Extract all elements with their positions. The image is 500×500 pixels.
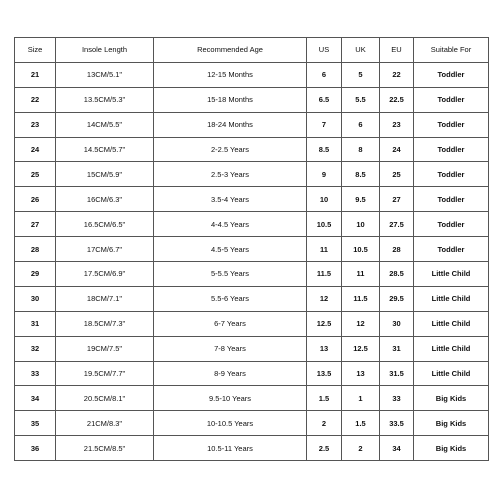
cell-us: 13.5 — [307, 361, 342, 386]
header-uk: UK — [342, 38, 380, 63]
cell-us: 11.5 — [307, 262, 342, 287]
cell-eu: 25 — [380, 162, 414, 187]
cell-us: 12 — [307, 286, 342, 311]
cell-uk: 6 — [342, 112, 380, 137]
cell-insole-length: 15CM/5.9" — [56, 162, 154, 187]
cell-suitable-for: Toddler — [414, 137, 489, 162]
cell-suitable-for: Little Child — [414, 361, 489, 386]
cell-uk: 11 — [342, 262, 380, 287]
cell-eu: 23 — [380, 112, 414, 137]
cell-insole-length: 20.5CM/8.1" — [56, 386, 154, 411]
cell-eu: 27.5 — [380, 212, 414, 237]
table-row — [15, 87, 489, 112]
cell-uk: 1 — [342, 386, 380, 411]
cell-insole-length: 17CM/6.7" — [56, 237, 154, 262]
table-row — [15, 262, 489, 287]
cell-insole-length: 14CM/5.5" — [56, 112, 154, 137]
table-body — [15, 62, 489, 460]
size-chart-table — [14, 37, 489, 461]
cell-insole-length: 14.5CM/5.7" — [56, 137, 154, 162]
cell-size: 32 — [15, 336, 56, 361]
cell-eu: 31.5 — [380, 361, 414, 386]
cell-us: 6.5 — [307, 87, 342, 112]
cell-recommended-age: 2.5-3 Years — [154, 162, 307, 187]
table-row — [15, 137, 489, 162]
table-row — [15, 112, 489, 137]
cell-size: 31 — [15, 311, 56, 336]
table-row — [15, 311, 489, 336]
cell-us: 8.5 — [307, 137, 342, 162]
cell-recommended-age: 4-4.5 Years — [154, 212, 307, 237]
cell-size: 23 — [15, 112, 56, 137]
cell-uk: 10 — [342, 212, 380, 237]
cell-uk: 10.5 — [342, 237, 380, 262]
cell-uk: 8 — [342, 137, 380, 162]
cell-suitable-for: Toddler — [414, 212, 489, 237]
cell-size: 36 — [15, 436, 56, 461]
cell-us: 2 — [307, 411, 342, 436]
cell-uk: 5.5 — [342, 87, 380, 112]
cell-size: 25 — [15, 162, 56, 187]
cell-insole-length: 13.5CM/5.3" — [56, 87, 154, 112]
cell-us: 10.5 — [307, 212, 342, 237]
cell-size: 29 — [15, 262, 56, 287]
cell-uk: 2 — [342, 436, 380, 461]
cell-us: 9 — [307, 162, 342, 187]
cell-suitable-for: Little Child — [414, 286, 489, 311]
cell-uk: 12 — [342, 311, 380, 336]
cell-eu: 31 — [380, 336, 414, 361]
cell-size: 22 — [15, 87, 56, 112]
cell-eu: 29.5 — [380, 286, 414, 311]
table-row — [15, 212, 489, 237]
cell-recommended-age: 8-9 Years — [154, 361, 307, 386]
table-row — [15, 336, 489, 361]
cell-suitable-for: Big Kids — [414, 386, 489, 411]
cell-uk: 8.5 — [342, 162, 380, 187]
cell-eu: 22 — [380, 62, 414, 87]
cell-size: 28 — [15, 237, 56, 262]
header-us: US — [307, 38, 342, 63]
cell-size: 34 — [15, 386, 56, 411]
cell-us: 10 — [307, 187, 342, 212]
cell-recommended-age: 9.5-10 Years — [154, 386, 307, 411]
header-recommended-age: Recommended Age — [154, 38, 307, 63]
cell-us: 12.5 — [307, 311, 342, 336]
cell-us: 1.5 — [307, 386, 342, 411]
header-insole-length: Insole Length — [56, 38, 154, 63]
cell-eu: 24 — [380, 137, 414, 162]
cell-suitable-for: Big Kids — [414, 436, 489, 461]
cell-insole-length: 21.5CM/8.5" — [56, 436, 154, 461]
cell-us: 2.5 — [307, 436, 342, 461]
cell-us: 11 — [307, 237, 342, 262]
table-row — [15, 162, 489, 187]
table-header-row — [15, 38, 489, 63]
table-row — [15, 237, 489, 262]
cell-insole-length: 19CM/7.5" — [56, 336, 154, 361]
cell-recommended-age: 10.5-11 Years — [154, 436, 307, 461]
cell-suitable-for: Toddler — [414, 162, 489, 187]
cell-suitable-for: Little Child — [414, 262, 489, 287]
cell-recommended-age: 3.5-4 Years — [154, 187, 307, 212]
cell-recommended-age: 12-15 Months — [154, 62, 307, 87]
cell-eu: 34 — [380, 436, 414, 461]
cell-suitable-for: Toddler — [414, 237, 489, 262]
cell-uk: 9.5 — [342, 187, 380, 212]
cell-insole-length: 16.5CM/6.5" — [56, 212, 154, 237]
cell-eu: 28 — [380, 237, 414, 262]
table-row — [15, 361, 489, 386]
cell-recommended-age: 2-2.5 Years — [154, 137, 307, 162]
cell-recommended-age: 5-5.5 Years — [154, 262, 307, 287]
cell-us: 6 — [307, 62, 342, 87]
header-size: Size — [15, 38, 56, 63]
cell-uk: 1.5 — [342, 411, 380, 436]
cell-insole-length: 18CM/7.1" — [56, 286, 154, 311]
cell-insole-length: 19.5CM/7.7" — [56, 361, 154, 386]
cell-eu: 22.5 — [380, 87, 414, 112]
cell-size: 33 — [15, 361, 56, 386]
cell-recommended-age: 4.5-5 Years — [154, 237, 307, 262]
cell-suitable-for: Toddler — [414, 62, 489, 87]
cell-suitable-for: Big Kids — [414, 411, 489, 436]
cell-us: 13 — [307, 336, 342, 361]
cell-suitable-for: Toddler — [414, 187, 489, 212]
cell-uk: 12.5 — [342, 336, 380, 361]
cell-size: 27 — [15, 212, 56, 237]
cell-insole-length: 13CM/5.1" — [56, 62, 154, 87]
cell-suitable-for: Toddler — [414, 87, 489, 112]
cell-suitable-for: Little Child — [414, 311, 489, 336]
cell-insole-length: 21CM/8.3" — [56, 411, 154, 436]
cell-uk: 11.5 — [342, 286, 380, 311]
cell-size: 24 — [15, 137, 56, 162]
table-row — [15, 187, 489, 212]
cell-size: 21 — [15, 62, 56, 87]
header-suitable-for: Suitable For — [414, 38, 489, 63]
cell-insole-length: 18.5CM/7.3" — [56, 311, 154, 336]
cell-eu: 27 — [380, 187, 414, 212]
table-row — [15, 411, 489, 436]
cell-recommended-age: 18-24 Months — [154, 112, 307, 137]
cell-size: 26 — [15, 187, 56, 212]
table-row — [15, 62, 489, 87]
table-row — [15, 386, 489, 411]
cell-us: 7 — [307, 112, 342, 137]
cell-eu: 33.5 — [380, 411, 414, 436]
cell-recommended-age: 15-18 Months — [154, 87, 307, 112]
cell-size: 35 — [15, 411, 56, 436]
cell-insole-length: 17.5CM/6.9" — [56, 262, 154, 287]
cell-eu: 33 — [380, 386, 414, 411]
cell-suitable-for: Toddler — [414, 112, 489, 137]
cell-uk: 13 — [342, 361, 380, 386]
cell-suitable-for: Little Child — [414, 336, 489, 361]
cell-insole-length: 16CM/6.3" — [56, 187, 154, 212]
cell-recommended-age: 10-10.5 Years — [154, 411, 307, 436]
cell-size: 30 — [15, 286, 56, 311]
cell-recommended-age: 6-7 Years — [154, 311, 307, 336]
cell-eu: 28.5 — [380, 262, 414, 287]
table-row — [15, 286, 489, 311]
cell-recommended-age: 5.5-6 Years — [154, 286, 307, 311]
cell-recommended-age: 7-8 Years — [154, 336, 307, 361]
table-row — [15, 436, 489, 461]
header-eu: EU — [380, 38, 414, 63]
cell-eu: 30 — [380, 311, 414, 336]
cell-uk: 5 — [342, 62, 380, 87]
